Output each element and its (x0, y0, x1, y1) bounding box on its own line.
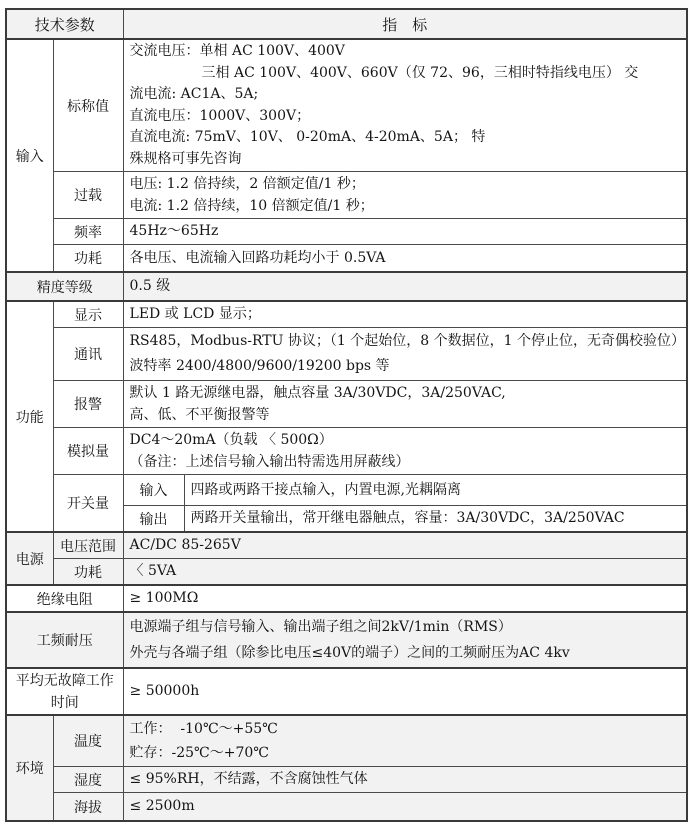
row-humidity (6, 767, 687, 793)
cell-switch-output-value (184, 506, 687, 533)
cell-insulation-value (123, 585, 687, 612)
cell-switch-label: 开关量 (53, 475, 123, 533)
cell-alarm-label: 报警 (53, 381, 123, 428)
cell-voltage-range-label: 电压范围 (53, 532, 123, 559)
cell-analog-value (123, 428, 687, 475)
text-line: 默认 1 路无源继电器，触点容量 3A/30VDC，3A/250VAC, (129, 385, 506, 401)
text-line: 直流电流: 75mV、10V、 0-20mA、4-20mA、5A； 特 (129, 129, 486, 145)
cell-withstand-label: 工频耐压 (6, 612, 123, 668)
group-label-power-supply: 电源 (6, 532, 53, 585)
text-line: 四路或两路干接点输入，内置电源,光耦隔离 (190, 481, 461, 498)
row-temperature (6, 715, 687, 767)
cell-withstand-value (123, 612, 687, 668)
text-line: 电压: 1.2 倍持续，2 倍额定值/1 秒； (129, 176, 365, 192)
row-insulation (6, 585, 687, 612)
cell-switch-input-value (184, 475, 687, 506)
text-line: 直流电压：1000V、300V； (129, 107, 311, 124)
cell-overload-label: 过载 (53, 172, 123, 219)
cell-supply-power-label: 功耗 (53, 559, 123, 586)
row-nominal (6, 39, 687, 172)
row-overload (6, 172, 687, 219)
cell-switch-output-label: 输出 (123, 506, 184, 533)
group-label-function: 功能 (6, 301, 53, 532)
cell-frequency-label: 频率 (53, 219, 123, 245)
text-line: 殊规格可事先咨询 (129, 150, 242, 167)
cell-alarm-value (123, 381, 687, 428)
cell-temperature-label: 温度 (53, 715, 123, 767)
cell-humidity-value (123, 767, 687, 793)
cell-nominal-value (123, 39, 687, 172)
cell-accuracy-value (123, 272, 687, 301)
row-voltage-range (6, 532, 687, 559)
row-comm (6, 328, 687, 381)
text-line: 电源端子组与信号输入、输出端子组之间2kV/1min（RMS） (129, 619, 512, 635)
cell-frequency-value (123, 219, 687, 245)
cell-comm-label: 通讯 (53, 328, 123, 381)
text-line: ≥ 100MΩ (129, 590, 199, 606)
text-line: LED 或 LCD 显示； (129, 306, 261, 322)
cell-input-power-label: 功耗 (53, 245, 123, 273)
text-line: （备注：上述信号输入输出特需选用屏蔽线） (129, 454, 410, 470)
text-line: 高、低、不平衡报警等 (129, 407, 270, 423)
group-label-input: 输入 (6, 39, 53, 272)
text-line: ≤ 2500m (129, 798, 195, 814)
text-line: AC/DC 85-265V (129, 537, 241, 553)
header-tech-params: 技术参数 (6, 9, 123, 39)
header-row (6, 9, 687, 39)
text-line: 0.5 级 (129, 278, 171, 294)
cell-voltage-range-value (123, 532, 687, 559)
row-analog (6, 428, 687, 475)
cell-nominal-label: 标称值 (53, 39, 123, 172)
text-line: 外壳与各端子组（除参比电压≤40V的端子）之间的工频耐压为AC 4kv (129, 645, 570, 661)
row-input-power (6, 245, 687, 273)
row-accuracy (6, 272, 687, 301)
cell-mtbf-label: 平均无故障工作时间 (6, 668, 123, 715)
text-line: RS485，Modbus-RTU 协议；（1 个起始位，8 个数据位，1 个停止位，无奇偶校验位） (129, 333, 685, 349)
cell-input-power-value (123, 245, 687, 273)
text-line: 三相 AC 100V、400V、660V（仅 72、96，三相时特指线电压） 交 (201, 64, 639, 81)
text-line: 〈 5VA (129, 563, 177, 579)
cell-display-label: 显示 (53, 301, 123, 328)
cell-insulation-label: 绝缘电阻 (6, 585, 123, 612)
cell-altitude-value (123, 793, 687, 822)
cell-humidity-label: 湿度 (53, 767, 123, 793)
text-line: 两路开关量输出，常开继电器触点，容量：3A/30VDC，3A/250VAC (190, 510, 625, 526)
row-altitude (6, 793, 687, 822)
row-alarm (6, 381, 687, 428)
text-line: 贮存：-25℃～+70℃ (129, 745, 269, 761)
row-mtbf (6, 668, 687, 715)
text-line: 波特率 2400/4800/9600/19200 bps 等 (129, 358, 390, 374)
text-line: 各电压、电流输入回路功耗均小于 0.5VA (129, 249, 386, 266)
text-line: ≥ 50000h (129, 683, 200, 699)
cell-mtbf-value (123, 668, 687, 715)
text-line: 工作： -10℃～+55℃ (129, 721, 278, 737)
row-supply-power (6, 559, 687, 586)
text-line: ≤ 95%RH，不结露，不含腐蚀性气体 (129, 771, 368, 787)
cell-temperature-value (123, 715, 687, 767)
cell-overload-value (123, 172, 687, 219)
cell-analog-label: 模拟量 (53, 428, 123, 475)
text-line: 流电流: AC1A、5A; (129, 86, 259, 102)
cell-display-value (123, 301, 687, 328)
text-line: 交流电压：单相 AC 100V、400V (129, 43, 345, 59)
row-withstand (6, 612, 687, 668)
cell-comm-value (123, 328, 687, 381)
spec-table (5, 8, 688, 822)
text-line: 45Hz～65Hz (129, 223, 219, 239)
row-display (6, 301, 687, 328)
cell-altitude-label: 海拔 (53, 793, 123, 822)
header-index: 指 标 (123, 9, 687, 39)
text-line: DC4～20mA（负载 〈 500Ω） (129, 432, 333, 448)
text-line: 电流: 1.2 倍持续，10 倍额定值/1 秒； (129, 198, 374, 214)
group-label-environment: 环境 (6, 715, 53, 821)
cell-switch-input-label: 输入 (123, 475, 184, 506)
row-frequency (6, 219, 687, 245)
row-switch-input (6, 475, 687, 506)
cell-accuracy-label: 精度等级 (6, 272, 123, 301)
cell-supply-power-value (123, 559, 687, 586)
